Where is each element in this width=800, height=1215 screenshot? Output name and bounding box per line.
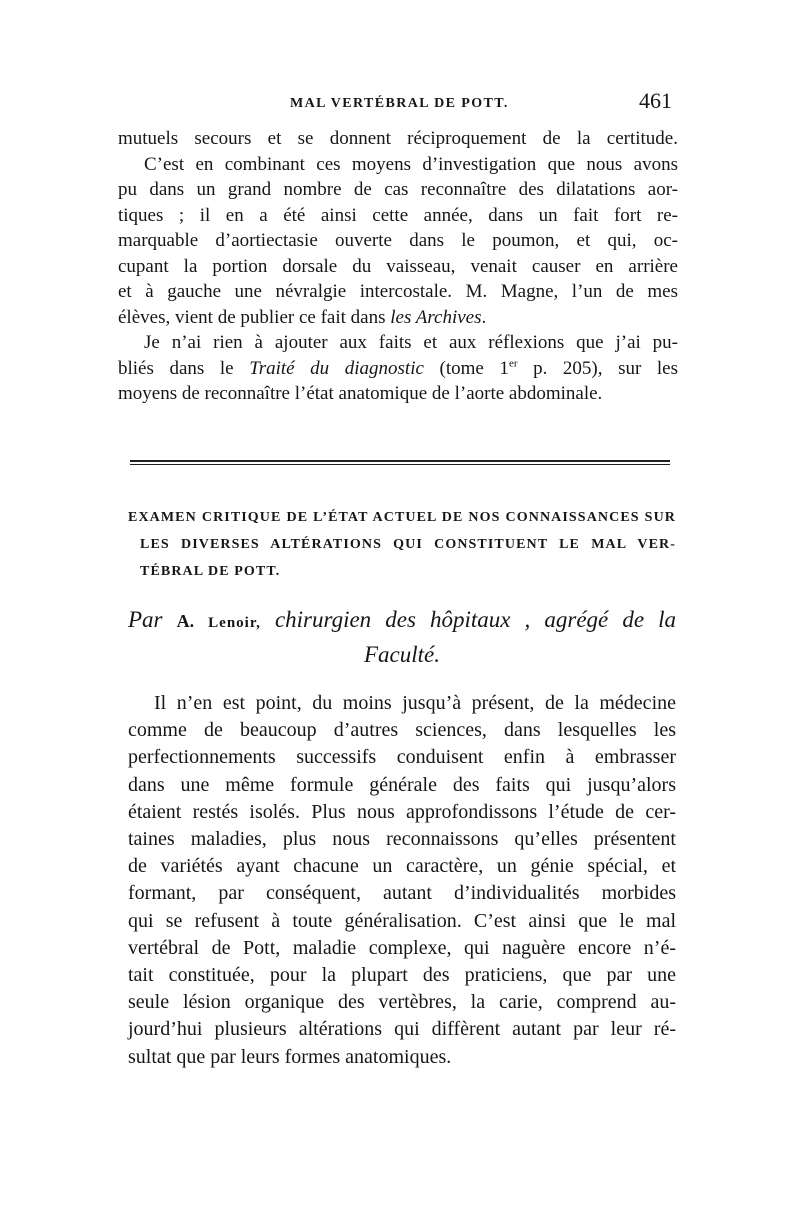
text-segment: élèves, vient de publier ce fait dans <box>118 306 391 328</box>
text-line: marquable d’aortiectasie ouverte dans le poumon, et qui, oc- <box>118 230 678 251</box>
text-line: Je n’ai rien à ajouter aux faits et aux réflexions que j’ai pu- <box>144 332 678 353</box>
text-segment: . <box>481 306 487 328</box>
section-title <box>128 504 676 585</box>
text-line: Il n’en est point, du moins jusqu’à présent, de la médecine <box>154 692 676 714</box>
text-line: C’est en combinant ces moyens d’investigation que nous avons <box>144 153 678 175</box>
text-segment: p. 205), sur les <box>517 357 678 379</box>
body-text-bottom <box>128 690 676 1071</box>
text-line: sultat que par leurs formes anatomiques. <box>128 1045 452 1068</box>
text-line: qui se refusent à toute généralisation. C’est ainsi que le mal <box>128 909 676 932</box>
body-text-top <box>118 126 678 407</box>
text-line <box>118 305 678 331</box>
page-header <box>118 88 678 122</box>
section-divider <box>130 460 670 465</box>
title-line: LES DIVERSES ALTÉRATIONS QUI CONSTITUENT LE MAL VER- <box>140 537 676 552</box>
text-line: formant, par conséquent, autant d’individualités morbides <box>128 882 676 905</box>
text-segment: (tome 1 <box>423 357 509 379</box>
text-line: moyens de reconnaître l’état anatomique de l’aorte abdominale. <box>118 383 603 404</box>
title-line: TÉBRAL DE POTT. <box>140 564 281 579</box>
text-line: mutuels secours et se donnent réciproquement de la certitude. <box>118 128 678 149</box>
text-line: et à gauche une névralgie intercostale. M. Magne, l’un de mes <box>118 281 678 302</box>
superscript: er <box>508 357 518 370</box>
author-byline <box>128 604 676 671</box>
text-line: jourd’hui plusieurs altérations qui diffèrent autant par leur ré- <box>128 1018 676 1041</box>
text-line: pu dans un grand nombre de cas reconnaître des dilatations aor- <box>118 179 678 200</box>
page-number: 461 <box>639 88 672 113</box>
italic-reference: les Archives <box>390 306 482 328</box>
byline-par: Par <box>128 607 163 632</box>
running-title: MAL VERTÉBRAL DE POTT. <box>290 96 509 111</box>
text-line: vertébral de Pott, maladie complexe, qui naguère encore n’é- <box>128 936 676 959</box>
author-title: chirurgien des hôpitaux , agrégé de la <box>274 607 677 632</box>
byline-line <box>128 604 676 639</box>
italic-reference: Traité du diagnostic <box>249 357 424 379</box>
title-line: EXAMEN CRITIQUE DE L’ÉTAT ACTUEL DE NOS CONNAISSANCES SUR <box>128 510 676 525</box>
text-line: perfectionnements successifs conduisent enfin à embrasser <box>128 746 676 769</box>
text-line: cupant la portion dorsale du vaisseau, venait causer en arrière <box>118 255 678 277</box>
text-line: tait constituée, pour la plupart des praticiens, que par une <box>128 964 676 987</box>
text-line: seule lésion organique des vertèbres, la carie, comprend au- <box>128 991 676 1014</box>
text-line: dans une même formule générale des faits qui jusqu’alors <box>128 773 676 796</box>
byline-line: Faculté. <box>364 642 440 667</box>
text-line: tiques ; il en a été ainsi cette année, dans un fait fort re- <box>118 204 678 226</box>
text-line: taines maladies, plus nous reconnaissons qu’elles présentent <box>128 828 676 851</box>
text-line: étaient restés isolés. Plus nous approfondissons l’étude de cer- <box>128 800 676 823</box>
text-line: de variétés ayant chacune un caractère, un génie spécial, et <box>128 855 676 878</box>
text-line: comme de beaucoup d’autres sciences, dans lesquelles les <box>128 719 676 742</box>
text-segment: bliés dans le <box>118 357 250 379</box>
author-name: Lenoir, <box>208 615 261 631</box>
author-initial: A. <box>176 611 195 631</box>
text-line <box>118 356 678 382</box>
